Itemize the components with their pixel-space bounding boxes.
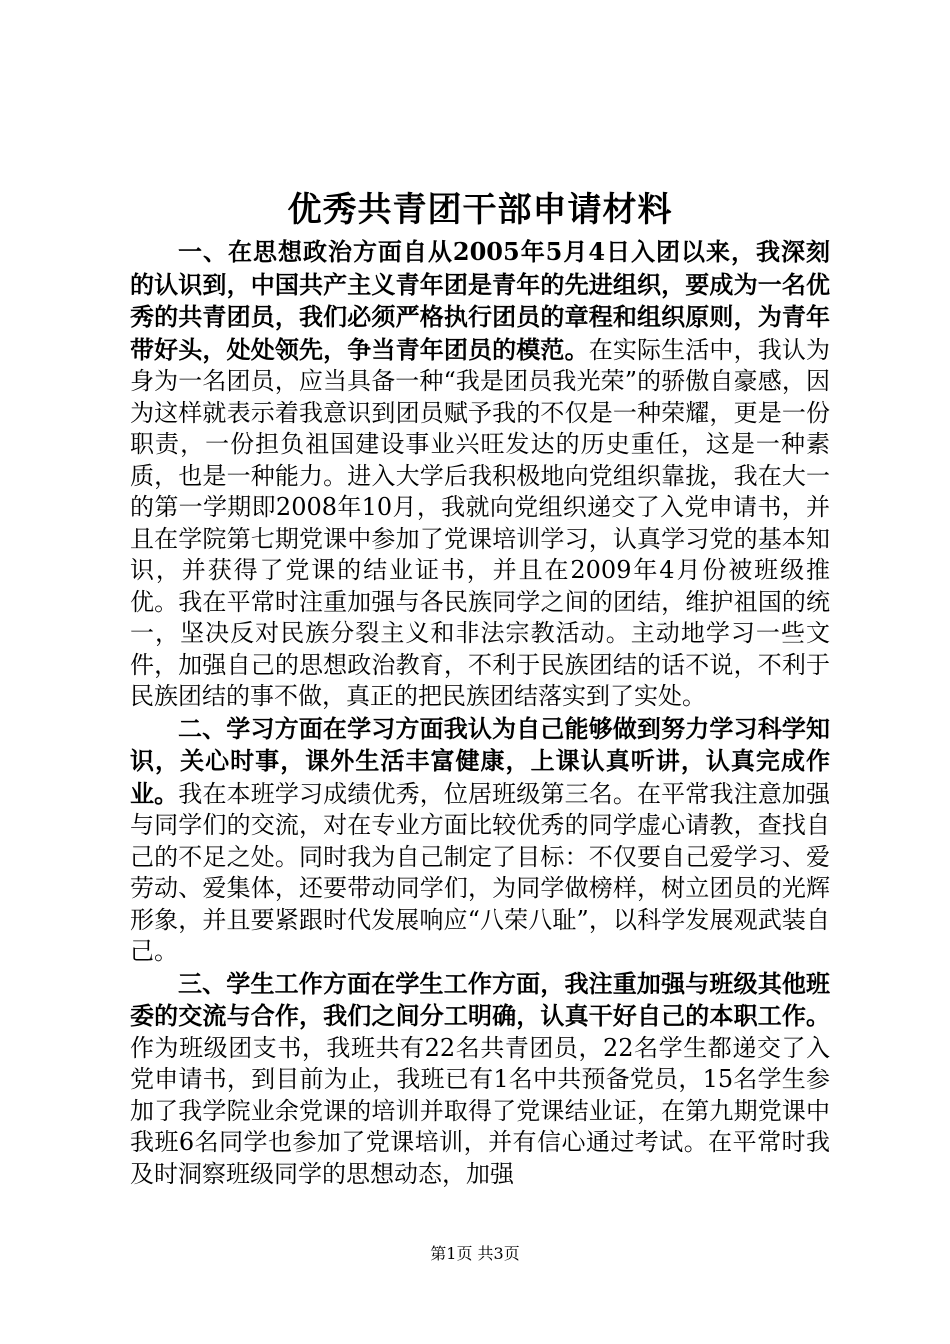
paragraph-study	[130, 713, 830, 968]
paragraph-lead: 三、学生工作方面在学生工作方面，我注重加强与班级其他班委的交流与合作，我们之间分工明确，认真干好自己的本职工作。	[130, 968, 830, 1030]
paragraph-student-work	[130, 968, 830, 1191]
paragraph-body: 我在本班学习成绩优秀，位居班级第三名。在平常我注意加强与同学们的交流，对在专业方面比较优秀的同学虚心请教，查找自己的不足之处。同时我为自己制定了目标：不仅要自己爱学习、爱劳动、爱集体，还要带动同学们，为同学做榜样，树立团员的光辉形象，并且要紧跟时代发展响应“八荣八耻”，以科学发展观武装自己。	[130, 779, 831, 965]
paragraph-political	[130, 236, 830, 713]
document-page	[130, 184, 830, 1190]
page-footer: 第1页 共3页	[430, 1244, 520, 1263]
document-title: 优秀共青团干部申请材料	[287, 190, 673, 230]
paragraph-lead: 一、在思想政治方面自从2005年5月4日入团以来，我深刻的认识到，中国共产主义青年团是青年的先进组织，要成为一名优秀的共青团员，我们必须严格执行团员的章程和组织原则，为青年带好头，处处领先，争当青年团员的模范。	[130, 237, 830, 364]
paragraph-lead: 二、学习方面在学习方面我认为自己能够做到努力学习科学知识，关心时事，课外生活丰富健康，上课认真听讲，认真完成作业。	[130, 713, 830, 808]
paragraph-body: 作为班级团支书，我班共有22名共青团员，22名学生都递交了入党申请书，到目前为止，我班已有1名中共预备党员，15名学生参加了我学院业余党课的培训并取得了党课结业证，在第九期党课中我班6名同学也参加了党课培训，并有信心通过考试。在平常时我及时洞察班级同学的思想动态，加强	[130, 1033, 830, 1188]
paragraph-body: 在实际生活中，我认为身为一名团员，应当具备一种“我是团员我光荣”的骄傲自豪感，因为这样就表示着我意识到团员赋予我的不仅是一种荣耀，更是一份职责，一份担负祖国建设事业兴旺发达的历史重任，这是一种素质，也是一种能力。进入大学后我积极地向党组织靠拢，我在大一的第一学期即2008年10月，我就向党组织递交了入党申请书，并且在学院第七期党课中参加了党课培训学习，认真学习党的基本知识，并获得了党课的结业证书，并且在2009年4月份被班级推优。我在平常时注重加强与各民族同学之间的团结，维护祖国的统一，坚决反对民族分裂主义和非法宗教活动。主动地学习一些文件，加强自己的思想政治教育，不利于民族团结的话不说，不利于民族团结的事不做，真正的把民族团结落实到了实处。	[130, 335, 831, 710]
